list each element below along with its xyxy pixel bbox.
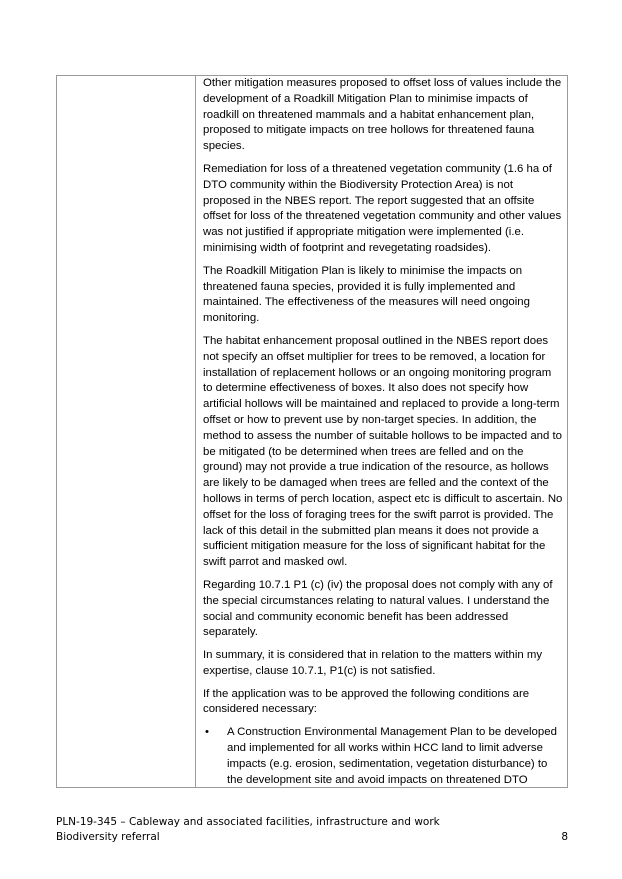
paragraph-roadkill-plan: The Roadkill Mitigation Plan is likely to minimise the impacts on threatened fauna species, provided it is fully implemented and maintained. The effectiveness of the measures will need ongoing monitoring. (203, 264, 530, 325)
list-item (203, 725, 563, 787)
paragraph-remediation: Remediation for loss of a threatened vegetation community (1.6 ha of DTO community within the Biodiversity Protection Area) is not proposed in the NBES report. The report suggested that an offsite offset for loss of the threatened vegetation community and other values was not justified if appropriate mitigation were implemented (i.e. minimising width of footprint and revegetating roadsides). (203, 162, 562, 254)
referral-table (56, 75, 568, 788)
paragraph-summary: In summary, it is considered that in relation to the matters within my expertise, clause 10.7.1, P1(c) is not satisfied. (203, 649, 543, 677)
bullet-symbol: • (205, 726, 209, 739)
bullet-text: A Construction Environmental Management Plan to be developed and implemented for all works within HCC land to limit adverse impacts (e.g. erosion, sedimentation, vegetation disturbance) to the development site and avoid impacts on threatened DTO (227, 726, 557, 786)
paragraph-mitigation-measures: Other mitigation measures proposed to offset loss of values include the development of a Roadkill Mitigation Plan to minimise impacts of roadkill on threatened mammals and a habitat enhancement plan, proposed to mitigate impacts on tree hollows for threatened fauna species. (203, 77, 562, 153)
table-right-column (196, 76, 567, 787)
paragraph-habitat-enhancement: The habitat enhancement proposal outlined in the NBES report does not specify an offset multiplier for trees to be removed, a location for installation of replacement hollows or an ongoing monitoring program to determine effectiveness of boxes. It also does not specify how artificial hollows will be maintained and replaced to provide a long-term offset or how to prevent use by non-target species. In addition, the method to assess the number of suitable hollows to be impacted and to be mitigated (to be determined when trees are felled and on the ground) may not provide a true indication of the resource, as hollows are likely to be damaged when trees are felled and the context of the hollows in terms of perch location, aspect etc is difficult to ascertain. No offset for the loss of foraging trees for the swift parrot is provided. The lack of this detail in the submitted plan means it does not provide a sufficient mitigation measure for the loss of significant habitat for the swift parrot and masked owl. (203, 334, 563, 569)
table-left-column (57, 76, 196, 787)
paragraph-conditions-intro: If the application was to be approved the following conditions are considered necessary: (203, 687, 530, 716)
footer-document-title: PLN-19-345 – Cableway and associated facilities, infrastructure and work (56, 816, 440, 828)
footer-document-subtitle: Biodiversity referral (56, 831, 160, 843)
page-number: 8 (561, 831, 568, 843)
page-footer (56, 815, 568, 845)
paragraph-special-circumstances: Regarding 10.7.1 P1 (c) (iv) the proposal does not comply with any of the special circumstances relating to natural values. I understand the social and community economic benefit has been addressed separately. (203, 578, 553, 639)
